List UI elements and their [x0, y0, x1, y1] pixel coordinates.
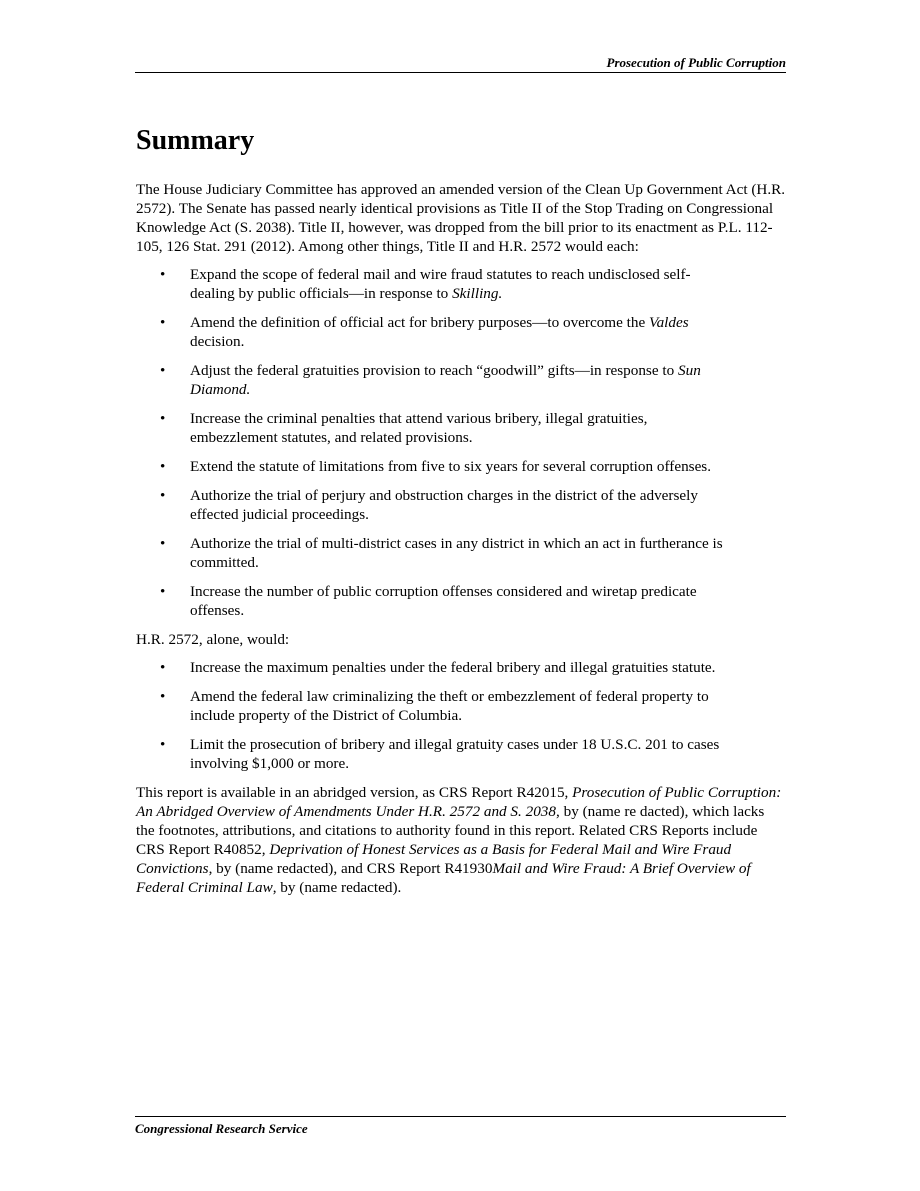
- section-heading: Summary: [136, 125, 255, 156]
- intro-paragraph: The House Judiciary Committee has approved an amended version of the Clean Up Government Act (H.R. 2572). The Senate has passed nearly identical provisions as Title II of the Stop Trading on Congressional Knowledge Act (S. 2038). Title II, however, was dropped from the bill prior to its enactment as P.L. 112-105, 126 Stat. 291 (2012). Among other things, Title II and H.R. 2572 would each:: [136, 181, 786, 255]
- list-item: • Increase the maximum penalties under the federal bribery and illegal gratuities statute.: [136, 658, 730, 677]
- list-item: • Amend the federal law criminalizing the theft or embezzlement of federal property to include property of the District of Columbia.: [136, 687, 730, 725]
- summary-section: [136, 124, 786, 897]
- hr2572-provisions-list: [136, 658, 786, 773]
- list-item: • Increase the criminal penalties that attend various bribery, illegal gratuities, embezzlement statutes, and related provisions.: [136, 409, 730, 447]
- list-item: • Adjust the federal gratuities provision to reach “goodwill” gifts—in response to Sun Diamond.: [136, 361, 730, 399]
- closing-paragraph: This report is available in an abridged version, as CRS Report R42015, Prosecution of Public Corruption: An Abridged Overview of Amendments Under H.R. 2572 and S. 2038, by (name re dacted), which lacks the footnotes, attributions, and citations to authority found in this report. Related CRS Reports include CRS Report R40852, Deprivation of Honest Services as a Basis for Federal Mail and Wire Fraud Convictions, by (name redacted), and CRS Report R41930Mail and Wire Fraud: A Brief Overview of Federal Criminal Law, by (name redacted).: [136, 784, 782, 896]
- list-item: • Authorize the trial of multi-district cases in any district in which an act in furtherance is committed.: [136, 534, 730, 572]
- shared-provisions-list: [136, 265, 786, 620]
- list-item: • Increase the number of public corruption offenses considered and wiretap predicate offenses.: [136, 582, 730, 620]
- running-title: Prosecution of Public Corruption: [606, 55, 786, 70]
- running-header: [135, 55, 786, 73]
- list-item: • Expand the scope of federal mail and wire fraud statutes to reach undisclosed self-dealing by public officials—in response to Skilling.: [136, 265, 730, 303]
- list-item: • Amend the definition of official act for bribery purposes—to overcome the Valdes decision.: [136, 313, 730, 351]
- list-item: • Extend the statute of limitations from five to six years for several corruption offenses.: [136, 457, 730, 476]
- running-footer: [135, 1116, 786, 1137]
- list-item: • Authorize the trial of perjury and obstruction charges in the district of the adversely effected judicial proceedings.: [136, 486, 730, 524]
- footer-org: Congressional Research Service: [135, 1121, 308, 1136]
- list-item: • Limit the prosecution of bribery and illegal gratuity cases under 18 U.S.C. 201 to cases involving $1,000 or more.: [136, 735, 730, 773]
- alone-intro-paragraph: H.R. 2572, alone, would:: [136, 631, 290, 648]
